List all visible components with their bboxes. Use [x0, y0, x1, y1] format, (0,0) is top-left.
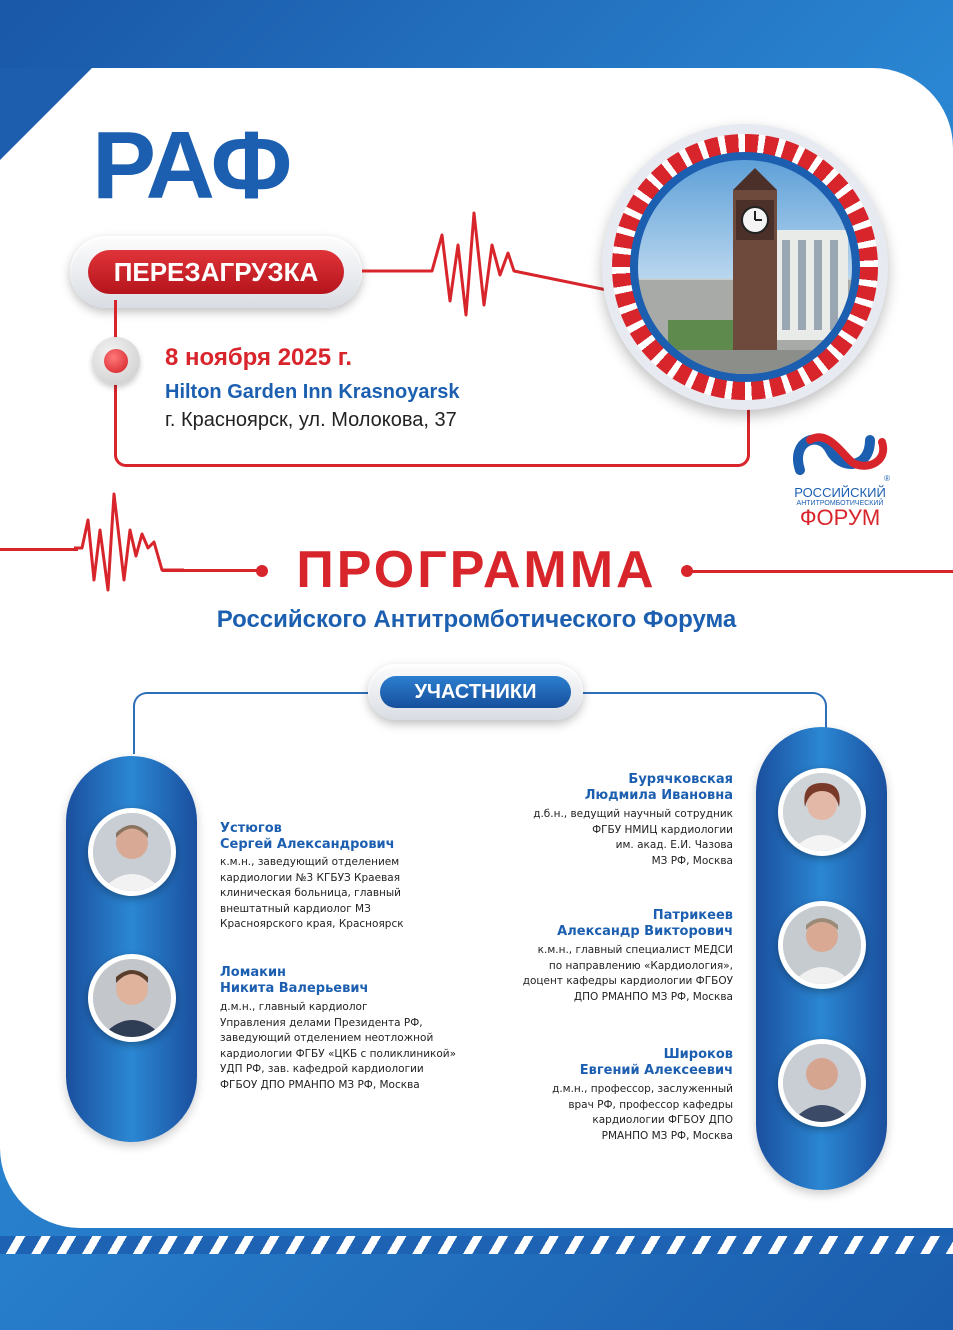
city-badge — [602, 124, 888, 410]
logo-line-1: РОССИЙСКИЙ — [794, 485, 886, 500]
participant-name: Бурячковская Людмила Ивановна — [584, 772, 733, 803]
logo-line-2: АНТИТРОМБОТИЧЕСКИЙ — [796, 500, 884, 507]
program-subtitle: Российского Антитромботического Форума — [216, 606, 737, 633]
forum-logo-icon — [790, 430, 890, 478]
logo-line-3: ФОРУМ — [799, 505, 881, 530]
registered-mark: ® — [884, 474, 890, 483]
event-date: 8 ноября 2025 г. — [165, 344, 353, 371]
location-marker-icon — [92, 337, 140, 385]
clock-tower-image — [638, 160, 852, 374]
avatar — [778, 901, 866, 989]
participant-name: Широков Евгений Алексеевич — [579, 1047, 733, 1078]
participants-label: УЧАСТНИКИ — [380, 676, 571, 708]
avatar — [778, 1039, 866, 1127]
participant-description: д.б.н., ведущий научный сотрудник ФГБУ НМИЦ кардиологии им. акад. Е.И. Чазова МЗ РФ, Москва — [533, 808, 733, 867]
event-address: г. Красноярск, ул. Молокова, 37 — [165, 409, 457, 431]
event-venue: Hilton Garden Inn Krasnoyarsk — [165, 381, 460, 403]
corner-decoration — [0, 68, 92, 160]
participant-description: к.м.н., заведующий отделением кардиологии №3 КГБУЗ Краевая клиническая больница, главный внештатный кардиолог МЗ Красноярского края, Красноярск — [220, 856, 404, 930]
program-title: ПРОГРАММА — [296, 541, 657, 599]
participants-pill — [368, 664, 583, 720]
participant-name: Ломакин Никита Валерьевич — [220, 965, 369, 996]
brand-title: РАФ — [92, 112, 291, 219]
participant-description: д.м.н., профессор, заслуженный врач РФ, профессор кафедры кардиологии ФГБОУ ДПО РМАНПО МЗ РФ, Москва — [552, 1083, 733, 1142]
tagline-pill — [70, 236, 362, 308]
avatar — [88, 808, 176, 896]
heartbeat-line-top — [362, 205, 612, 325]
participant-description: к.м.н., главный специалист МЕДСИ по направлению «Кардиология», доцент кафедры кардиологии ФГБОУ ДПО РМАНПО МЗ РФ, Москва — [522, 944, 733, 1003]
avatar — [778, 768, 866, 856]
program-line-right — [690, 570, 953, 573]
participant-name: Устюгов Сергей Александрович — [220, 821, 395, 852]
striped-band — [0, 1236, 953, 1254]
participant-name: Патрикеев Александр Викторович — [557, 908, 733, 939]
avatar — [88, 954, 176, 1042]
forum-logo — [790, 430, 890, 529]
tagline-label: ПЕРЕЗАГРУЗКА — [88, 250, 344, 294]
participant-description: д.м.н., главный кардиолог Управления делами Президента РФ, заведующий отделением неотложной кардиологии ФГБУ «ЦКБ с поликлиникой» УДП РФ, зав. кафедрой кардиологии ФГБОУ ДПО РМАНПО МЗ РФ, Москва — [220, 1001, 457, 1091]
